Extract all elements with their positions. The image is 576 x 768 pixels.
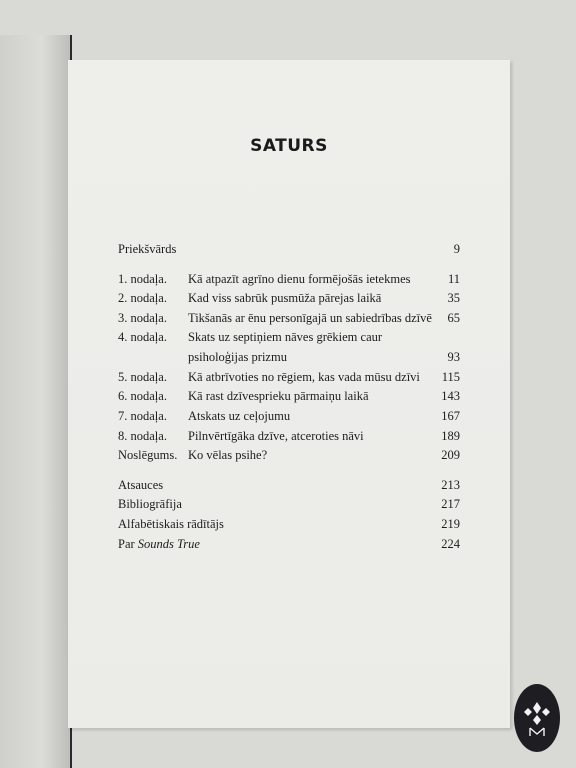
toc-entry-chapter-7: [118, 407, 460, 427]
toc-chapter-title: Kā atpazīt agrīno dienu formējošās ietekmes: [188, 271, 411, 286]
toc-page-number: 9: [453, 242, 460, 256]
toc-chapter-label: Noslēgums.: [118, 448, 178, 463]
toc-entry-label: Bibliogrāfija: [118, 497, 182, 512]
toc-entry-label: Alfabētiskais rādītājs: [118, 516, 224, 531]
toc-chapter-title: Kā atbrīvoties no rēgiem, kas vada mūsu dzīvi: [188, 369, 420, 384]
toc-chapter-title: Kad viss sabrūk pusmūža pārejas laikā: [188, 291, 382, 306]
toc-chapter-label: 7. nodaļa.: [118, 408, 167, 423]
toc-entry-chapter-8: [118, 427, 460, 447]
toc-page-number: 65: [447, 310, 460, 325]
toc-chapter-label: 3. nodaļa.: [118, 310, 167, 325]
toc-chapter-title: Tikšanās ar ēnu personīgajā un sabiedrības dzīvē: [188, 310, 432, 325]
publisher-logo-icon: [514, 684, 560, 752]
toc-entry-chapter-4: [118, 328, 460, 367]
toc-chapter-title: Kā rast dzīvesprieku pārmaiņu laikā: [188, 389, 369, 404]
page-title: SATURS: [250, 136, 328, 156]
book-left-page-edge: [0, 35, 72, 768]
toc-chapter-title-line-2: psiholoģijas prizmu: [188, 349, 287, 364]
toc-entry-label: [118, 535, 200, 555]
toc-entry-chapter-2: [118, 289, 460, 309]
toc-page-number: 189: [441, 428, 460, 443]
toc-entry-back-4: [118, 535, 460, 555]
toc-entry-chapter-3: [118, 309, 460, 329]
toc-entry-chapter-1: [118, 270, 460, 290]
toc-page-number: 93: [447, 349, 460, 364]
toc-chapter-title: Pilnvērtīgāka dzīve, atceroties nāvi: [188, 428, 364, 443]
toc-page-number: 143: [441, 389, 460, 404]
toc-page-number: 11: [447, 271, 460, 286]
toc-chapter-label: 1. nodaļa.: [118, 271, 167, 286]
toc-page-number: 209: [441, 448, 460, 463]
toc-page-number: 35: [447, 291, 460, 306]
toc-chapter-label: 8. nodaļa.: [118, 428, 167, 443]
toc-chapter-title: [188, 328, 382, 367]
toc-page-number: 115: [441, 369, 460, 384]
table-of-contents: [118, 240, 460, 554]
toc-page-number: 213: [441, 477, 460, 492]
toc-chapter-title-line-1: Skats uz septiņiem nāves grēkiem caur: [188, 330, 383, 345]
toc-chapter-label: 5. nodaļa.: [118, 369, 167, 384]
toc-chapter-label: 6. nodaļa.: [118, 389, 167, 404]
toc-entry-back-1: [118, 476, 460, 496]
toc-page-number: 224: [441, 536, 460, 551]
toc-entry-label-italic: Sounds True: [137, 536, 200, 551]
book-page: [68, 60, 510, 728]
toc-chapter-label: 2. nodaļa.: [118, 291, 167, 306]
toc-chapter-title: Atskats uz ceļojumu: [188, 408, 291, 423]
toc-page-number: 167: [441, 408, 460, 423]
toc-chapter-title: Ko vēlas psihe?: [188, 448, 268, 463]
toc-entry-back-3: [118, 515, 460, 535]
toc-entry-conclusion: [118, 446, 460, 466]
toc-entry-back-2: [118, 495, 460, 515]
toc-entry-front: [118, 240, 460, 260]
toc-chapter-label: 4. nodaļa.: [118, 330, 167, 345]
toc-entry-chapter-6: [118, 387, 460, 407]
toc-page-number: 219: [441, 516, 460, 531]
toc-entry-label: Atsauces: [118, 477, 164, 492]
toc-entry-label: Priekšvārds: [118, 242, 177, 256]
toc-entry-label-prefix: Par: [118, 536, 135, 551]
toc-entry-chapter-5: [118, 368, 460, 388]
toc-page-number: 217: [441, 497, 460, 512]
